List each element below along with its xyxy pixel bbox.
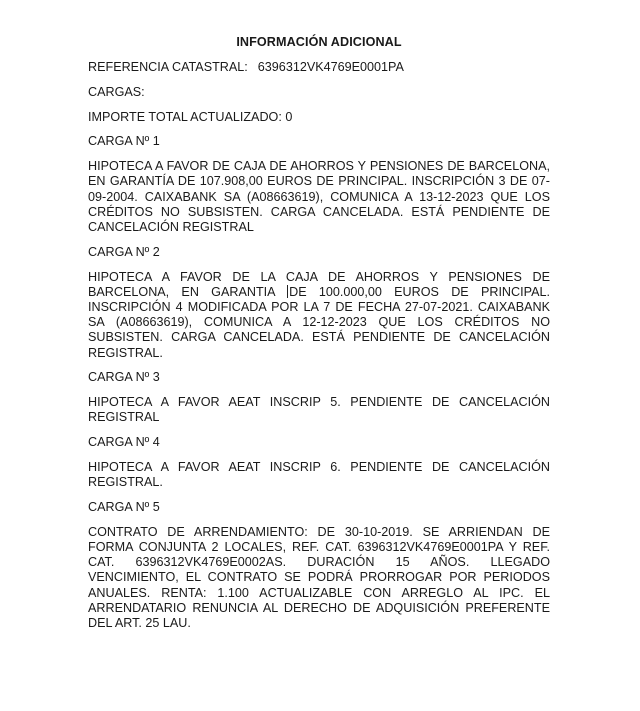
referencia-catastral — [88, 60, 550, 75]
carga-1-text: HIPOTECA A FAVOR DE CAJA DE AHORROS Y PENSIONES DE BARCELONA, EN GARANTÍA DE 107.908,00 EUROS DE PRINCIPAL. INSCRIPCIÓN 3 DE 07-09-2004. CAIXABANK SA (A08663619), COMUNICA A 13-12-2023 QUE LOS CRÉDITOS NO SUBSISTEN. CARGA CANCELADA. ESTÁ PENDIENTE DE CANCELACIÓN REGISTRAL — [88, 159, 550, 234]
carga-1-heading: CARGA Nº 1 — [88, 134, 160, 149]
carga-2-text[interactable] — [88, 270, 550, 361]
text-cursor — [287, 285, 288, 298]
carga-3-text: HIPOTECA A FAVOR AEAT INSCRIP 5. PENDIENTE DE CANCELACIÓN REGISTRAL — [88, 395, 550, 425]
carga-2-text-before: HIPOTECA A FAVOR DE LA CAJA DE AHORROS Y PENSIONES DE BARCELONA, EN GARANTIA — [88, 269, 550, 299]
carga-5-text: CONTRATO DE ARRENDAMIENTO: DE 30-10-2019. SE ARRIENDAN DE FORMA CONJUNTA 2 LOCALES, REF. CAT. 6396312VK4769E0001PA Y REF. CAT. 6396312VK4769E0002AS. DURACIÓN 15 AÑOS. LLEGADO VENCIMIENTO, EL CONTRATO SE PODRÁ PRORROGAR POR PERIODOS ANUALES. RENTA: 1.100 ACTUALIZABLE CON ARREGLO AL IPC. EL ARRENDATARIO RENUNCIA AL DERECHO DE ADQUISICIÓN PREFERENTE DEL ART. 25 LAU. — [88, 524, 550, 631]
carga-3-heading: CARGA Nº 3 — [88, 370, 160, 385]
carga-2-heading: CARGA Nº 2 — [88, 244, 160, 259]
document-title: INFORMACIÓN ADICIONAL — [236, 35, 402, 49]
importe-total: IMPORTE TOTAL ACTUALIZADO: 0 — [88, 109, 293, 124]
carga-2-text-after: DE 100.000,00 EUROS DE PRINCIPAL. INSCRIPCIÓN 4 MODIFICADA POR LA 7 DE FECHA 27-07-2021. CAIXABANK SA (A08663619), COMUNICA A 12-12-2023 QUE LOS CRÉDITOS NO SUBSISTEN. CARGA CANCELADA. ESTÁ PENDIENTE DE CANCELACIÓN REGISTRAL. — [88, 284, 550, 360]
carga-4-text: HIPOTECA A FAVOR AEAT INSCRIP 6. PENDIENTE DE CANCELACIÓN REGISTRAL. — [88, 460, 550, 490]
carga-5-heading: CARGA Nº 5 — [88, 500, 160, 514]
carga-4-heading: CARGA Nº 4 — [88, 435, 160, 450]
cargas-label: CARGAS: — [88, 84, 145, 99]
referencia-label: REFERENCIA CATASTRAL: — [88, 60, 248, 74]
referencia-value: 6396312VK4769E0001PA — [257, 60, 404, 74]
document-page — [88, 34, 550, 641]
